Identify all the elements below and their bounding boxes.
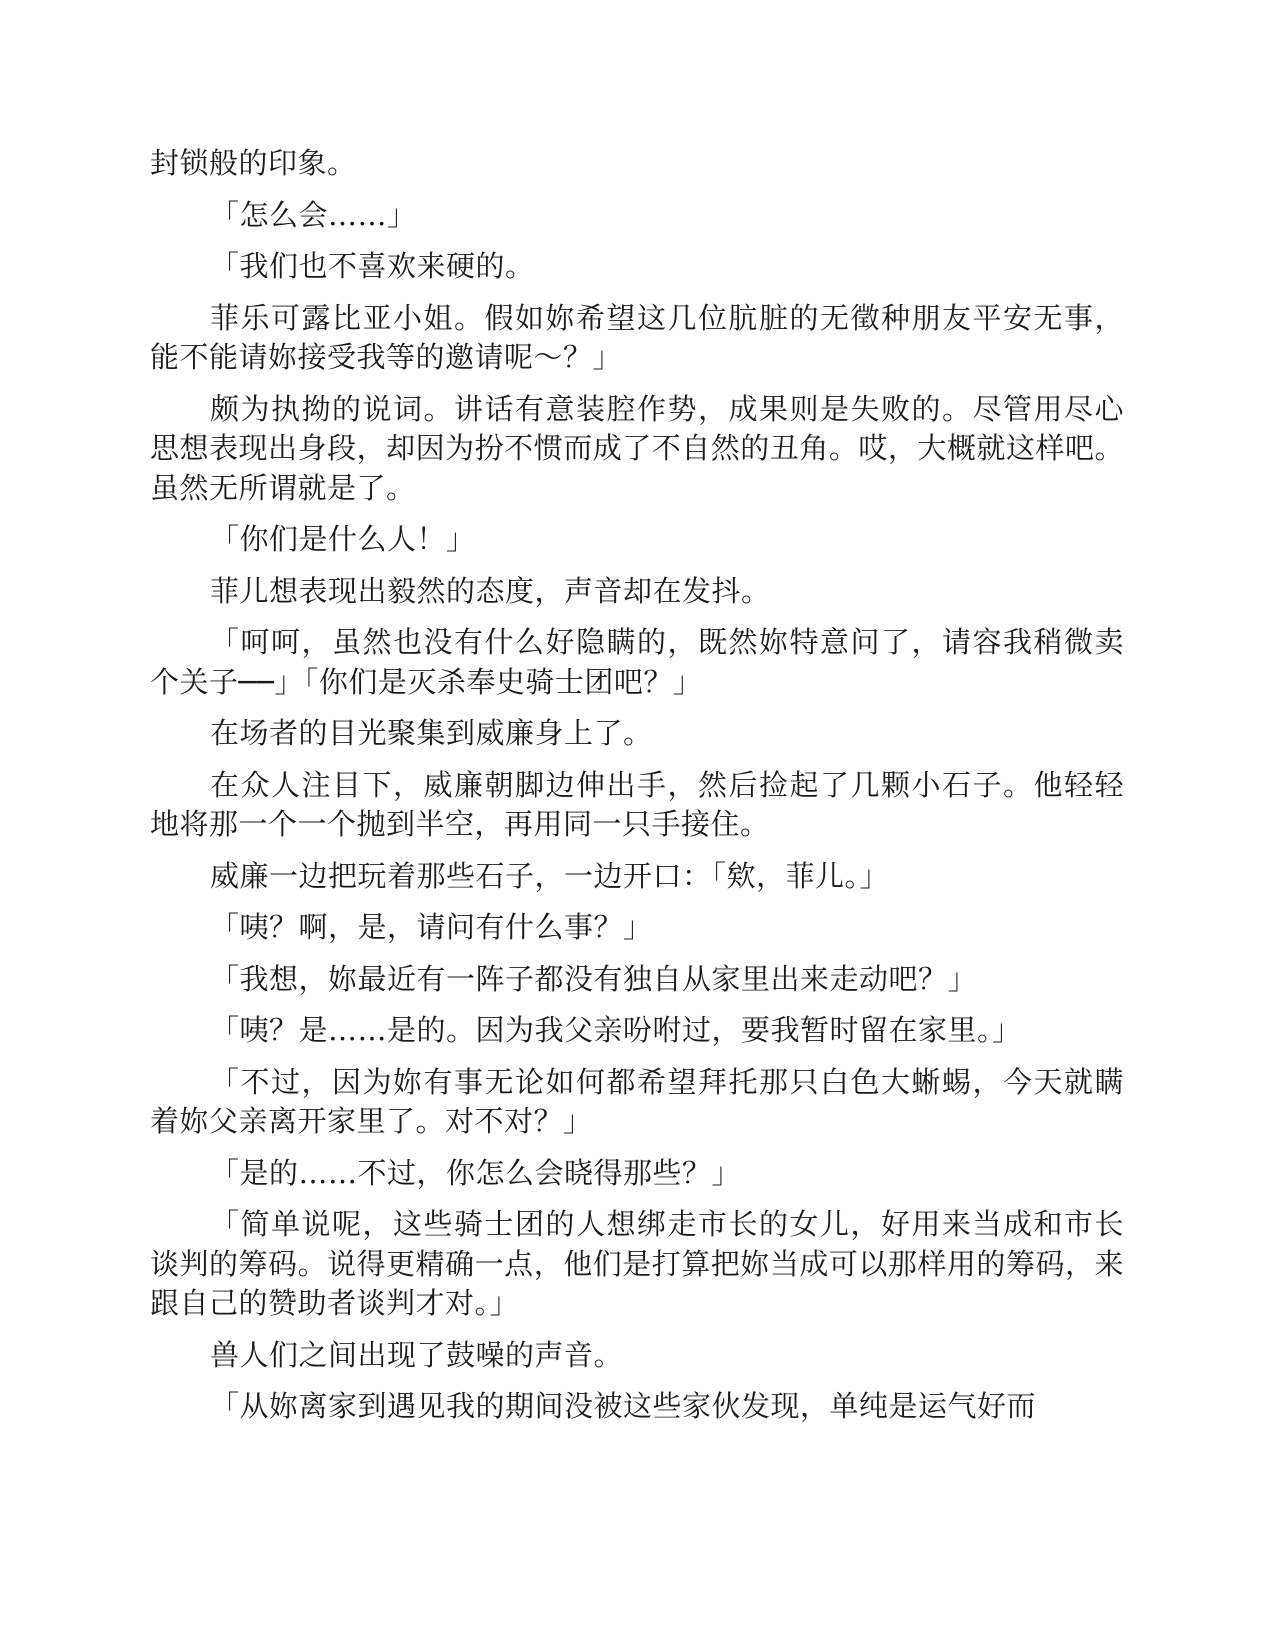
paragraph: 「呵呵，虽然也没有什么好隐瞒的，既然妳特意问了，请容我稍微卖个关子──」「你们是灭杀奉史骑士团吧？」: [150, 625, 1124, 699]
document-page: [150, 144, 1124, 1439]
paragraph: 「是的……不过，你怎么会晓得那些？」: [210, 1155, 742, 1190]
paragraph: 兽人们之间出现了鼓噪的声音。: [210, 1337, 624, 1372]
paragraph: 「你们是什么人！」: [210, 522, 476, 556]
paragraph: 「从妳离家到遇见我的期间没被这些家伙发现，单纯是运气好而: [210, 1389, 1037, 1423]
paragraph: 「简单说呢，这些骑士团的人想绑走市长的女儿，好用来当成和市长谈判的筹码。说得更精确一点，他们是打算把妳当成可以那样用的筹码，来跟自己的赞助者谈判才对。」: [150, 1207, 1124, 1320]
paragraph: 威廉一边把玩着那些石子，一边开口：「欸，菲儿。」: [210, 858, 890, 893]
paragraph: 「不过，因为妳有事无论如何都希望拜托那只白色大蜥蜴，今天就瞒着妳父亲离开家里了。对不对？」: [150, 1064, 1124, 1138]
paragraph: 在场者的目光聚集到威廉身上了。: [210, 716, 653, 750]
paragraph: 封锁般的印象。: [150, 146, 357, 180]
paragraph: 「怎么会……」: [210, 197, 417, 232]
paragraph: 「我们也不喜欢来硬的。: [210, 249, 535, 283]
paragraph: 菲乐可露比亚小姐。假如妳希望这几位肮脏的无徵种朋友平安无事，能不能请妳接受我等的邀请呢～？」: [150, 300, 1124, 374]
paragraph: 菲儿想表现出毅然的态度，声音却在发抖。: [210, 573, 771, 608]
paragraph: 在众人注目下，威廉朝脚边伸出手，然后捡起了几颗小石子。他轻轻地将那一个一个抛到半空，再用同一只手接住。: [150, 767, 1124, 841]
paragraph: 「咦？啊，是，请问有什么事？」: [210, 910, 653, 944]
paragraph: 「咦？是……是的。因为我父亲吩咐过，要我暂时留在家里。」: [210, 1013, 1022, 1047]
paragraph: 「我想，妳最近有一阵子都没有独自从家里出来走动吧？」: [210, 961, 978, 996]
paragraph: 颇为执拗的说词。讲话有意装腔作势，成果则是失败的。尽管用尽心思想表现出身段，却因为扮不惯而成了不自然的丑角。哎，大概就这样吧。虽然无所谓就是了。: [150, 391, 1124, 505]
